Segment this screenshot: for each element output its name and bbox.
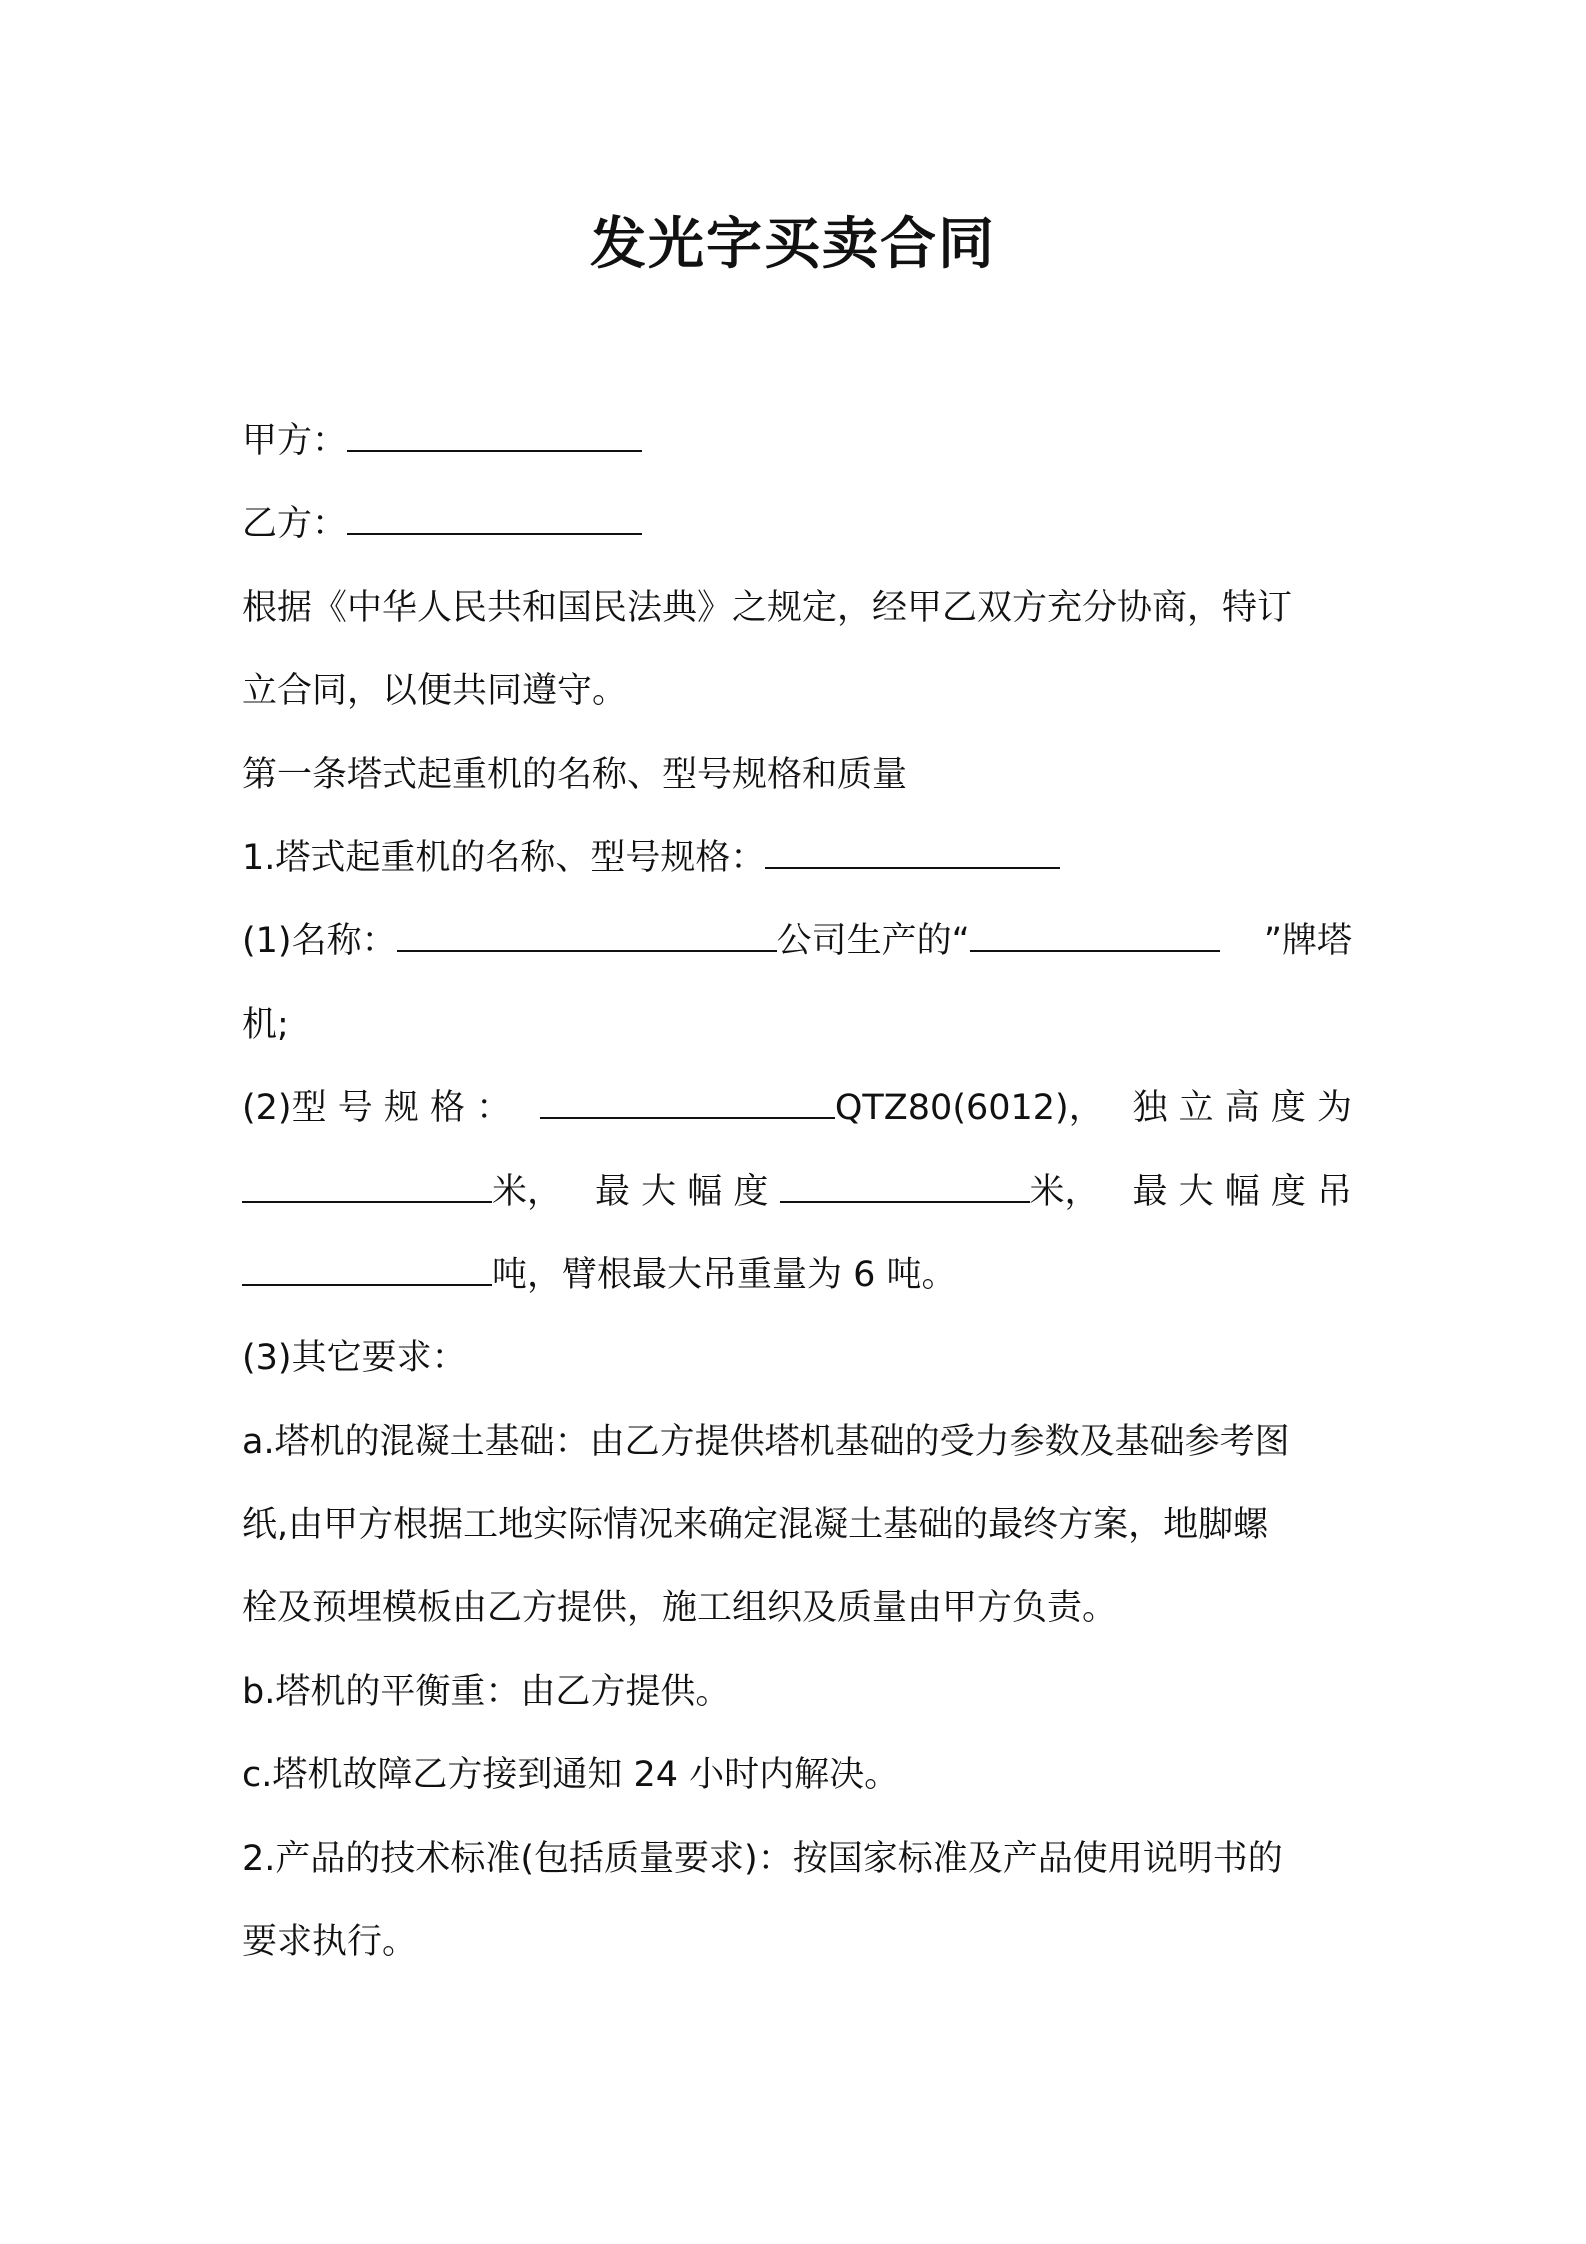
lift-tail: 吨，臂根最大吊重量为 6 吨。 bbox=[492, 1254, 957, 1295]
other-requirements: (3)其它要求： bbox=[242, 1338, 467, 1379]
req-a-line-1: a.塔机的混凝土基础：由乙方提供塔机基础的受力参数及基础参考图 bbox=[242, 1421, 1290, 1462]
name-prefix-text: (1)名称： bbox=[242, 921, 397, 962]
document-title: 发光字买卖合同 bbox=[590, 212, 996, 277]
name-line-2: 机; bbox=[242, 1004, 289, 1045]
max-range-label: 最 大 幅 度 bbox=[594, 1171, 769, 1212]
party-a-line bbox=[242, 400, 1352, 483]
manufacturer-blank bbox=[397, 920, 777, 952]
item-1-label: 1.塔式起重机的名称、型号规格： bbox=[242, 837, 766, 878]
party-a-blank bbox=[347, 420, 642, 452]
range-blank bbox=[780, 1171, 1030, 1203]
name-suffix: ”牌塔 bbox=[1263, 921, 1352, 962]
item-2-line-2: 要求执行。 bbox=[242, 1922, 418, 1963]
lift-blank bbox=[242, 1254, 492, 1286]
model-prefix: (2)型 号 规 格 ： bbox=[242, 1088, 512, 1129]
range-line bbox=[242, 1151, 1352, 1234]
name-mid-text: 公司生产的“ bbox=[776, 921, 970, 962]
height-unit: 米， bbox=[492, 1171, 563, 1212]
intro-line-2: 立合同，以便共同遵守。 bbox=[242, 671, 628, 712]
height-blank bbox=[242, 1171, 492, 1203]
lift-line bbox=[242, 1234, 1352, 1317]
height-group bbox=[242, 1151, 562, 1234]
name-prefix bbox=[242, 900, 1220, 983]
model-middle bbox=[540, 1067, 1104, 1150]
party-a-label: 甲方： bbox=[242, 421, 348, 461]
party-b-blank bbox=[347, 503, 642, 535]
max-range-lift-label: 最 大 幅 度 吊 bbox=[1132, 1171, 1352, 1212]
name-line bbox=[242, 900, 1352, 983]
item-1-line bbox=[242, 817, 1352, 900]
party-b-label: 乙方： bbox=[242, 504, 348, 545]
party-b-line bbox=[242, 483, 1352, 566]
intro-line-1: 根据《中华人民共和国民法典》之规定，经甲乙双方充分协商，特订 bbox=[242, 587, 1293, 628]
model-line bbox=[242, 1067, 1352, 1150]
model-mid-text: QTZ80(6012)， bbox=[834, 1088, 1104, 1129]
item-1-blank bbox=[765, 837, 1060, 869]
model-tail: 独 立 高 度 为 bbox=[1132, 1088, 1352, 1129]
item-2-line-1: 2.产品的技术标准(包括质量要求)：按国家标准及产品使用说明书的 bbox=[242, 1838, 1283, 1879]
req-a-line-2: 纸,由甲方根据工地实际情况来确定混凝土基础的最终方案，地脚螺 bbox=[242, 1505, 1269, 1546]
req-a-line-3: 栓及预埋模板由乙方提供，施工组织及质量由甲方负责。 bbox=[242, 1588, 1118, 1629]
brand-blank bbox=[970, 920, 1220, 952]
range-unit: 米， bbox=[1029, 1171, 1100, 1212]
req-b: b.塔机的平衡重：由乙方提供。 bbox=[242, 1671, 731, 1712]
document-body bbox=[242, 400, 1352, 1984]
article-1-title: 第一条塔式起重机的名称、型号规格和质量 bbox=[242, 754, 908, 795]
req-c: c.塔机故障乙方接到通知 24 小时内解决。 bbox=[242, 1755, 900, 1796]
model-blank bbox=[540, 1087, 835, 1119]
max-range-group bbox=[595, 1151, 1100, 1234]
